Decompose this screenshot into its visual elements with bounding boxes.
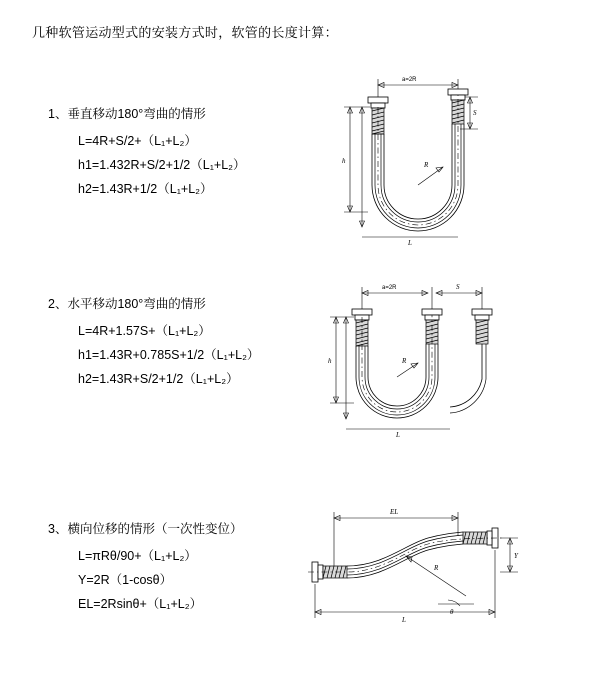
lateral-offset-diagram xyxy=(288,500,528,640)
section-3-text xyxy=(48,520,308,616)
svg-text:L: L xyxy=(408,239,412,247)
svg-text:a=2R: a=2R xyxy=(402,77,417,83)
section-3-formula-3: EL=2Rsinθ+（L₁+L₂） xyxy=(78,597,203,611)
vertical-180-bend-svg xyxy=(310,67,520,277)
section-3-formula-2: Y=2R（1-cosθ） xyxy=(78,573,173,587)
section-1-formula-3: h2=1.43R+1/2（L₁+L₂） xyxy=(78,182,213,196)
section-2-text xyxy=(48,295,308,391)
horizontal-180-bend-svg xyxy=(310,277,520,457)
vertical-180-bend-diagram xyxy=(310,67,520,277)
section-2-title: 2、水平移动180°弯曲的情形 xyxy=(48,297,206,311)
section-1-text xyxy=(48,105,308,201)
section-1-formula-2: h1=1.432R+S/2+1/2（L₁+L₂） xyxy=(78,158,246,172)
svg-text:θ: θ xyxy=(450,608,454,616)
svg-text:R: R xyxy=(402,357,407,365)
svg-text:S: S xyxy=(456,283,460,291)
section-1-title: 1、垂直移动180°弯曲的情形 xyxy=(48,107,206,121)
svg-text:S: S xyxy=(473,109,477,117)
page-title: 几种软管运动型式的安装方式时，软管的长度计算： xyxy=(32,25,338,40)
svg-text:h: h xyxy=(342,157,346,165)
svg-text:L: L xyxy=(396,431,400,439)
svg-text:L: L xyxy=(402,616,406,624)
svg-text:Y: Y xyxy=(514,552,518,560)
lateral-offset-svg xyxy=(288,500,528,640)
svg-text:R: R xyxy=(434,564,439,572)
svg-text:a=2R: a=2R xyxy=(382,285,397,291)
section-2-formula-2: h1=1.43R+0.785S+1/2（L₁+L₂） xyxy=(78,348,260,362)
section-3-formula-1: L=πRθ/90+（L₁+L₂） xyxy=(78,549,197,563)
section-1-formula-1: L=4R+S/2+（L₁+L₂） xyxy=(78,134,197,148)
horizontal-180-bend-diagram xyxy=(310,277,520,457)
section-2-formula-3: h2=1.43R+S/2+1/2（L₁+L₂） xyxy=(78,372,239,386)
section-3-title: 3、横向位移的情形（一次性变位） xyxy=(48,522,243,536)
svg-text:R: R xyxy=(424,161,429,169)
svg-text:EL: EL xyxy=(390,508,399,516)
svg-text:h: h xyxy=(328,357,332,365)
section-2-formula-1: L=4R+1.57S+（L₁+L₂） xyxy=(78,324,211,338)
